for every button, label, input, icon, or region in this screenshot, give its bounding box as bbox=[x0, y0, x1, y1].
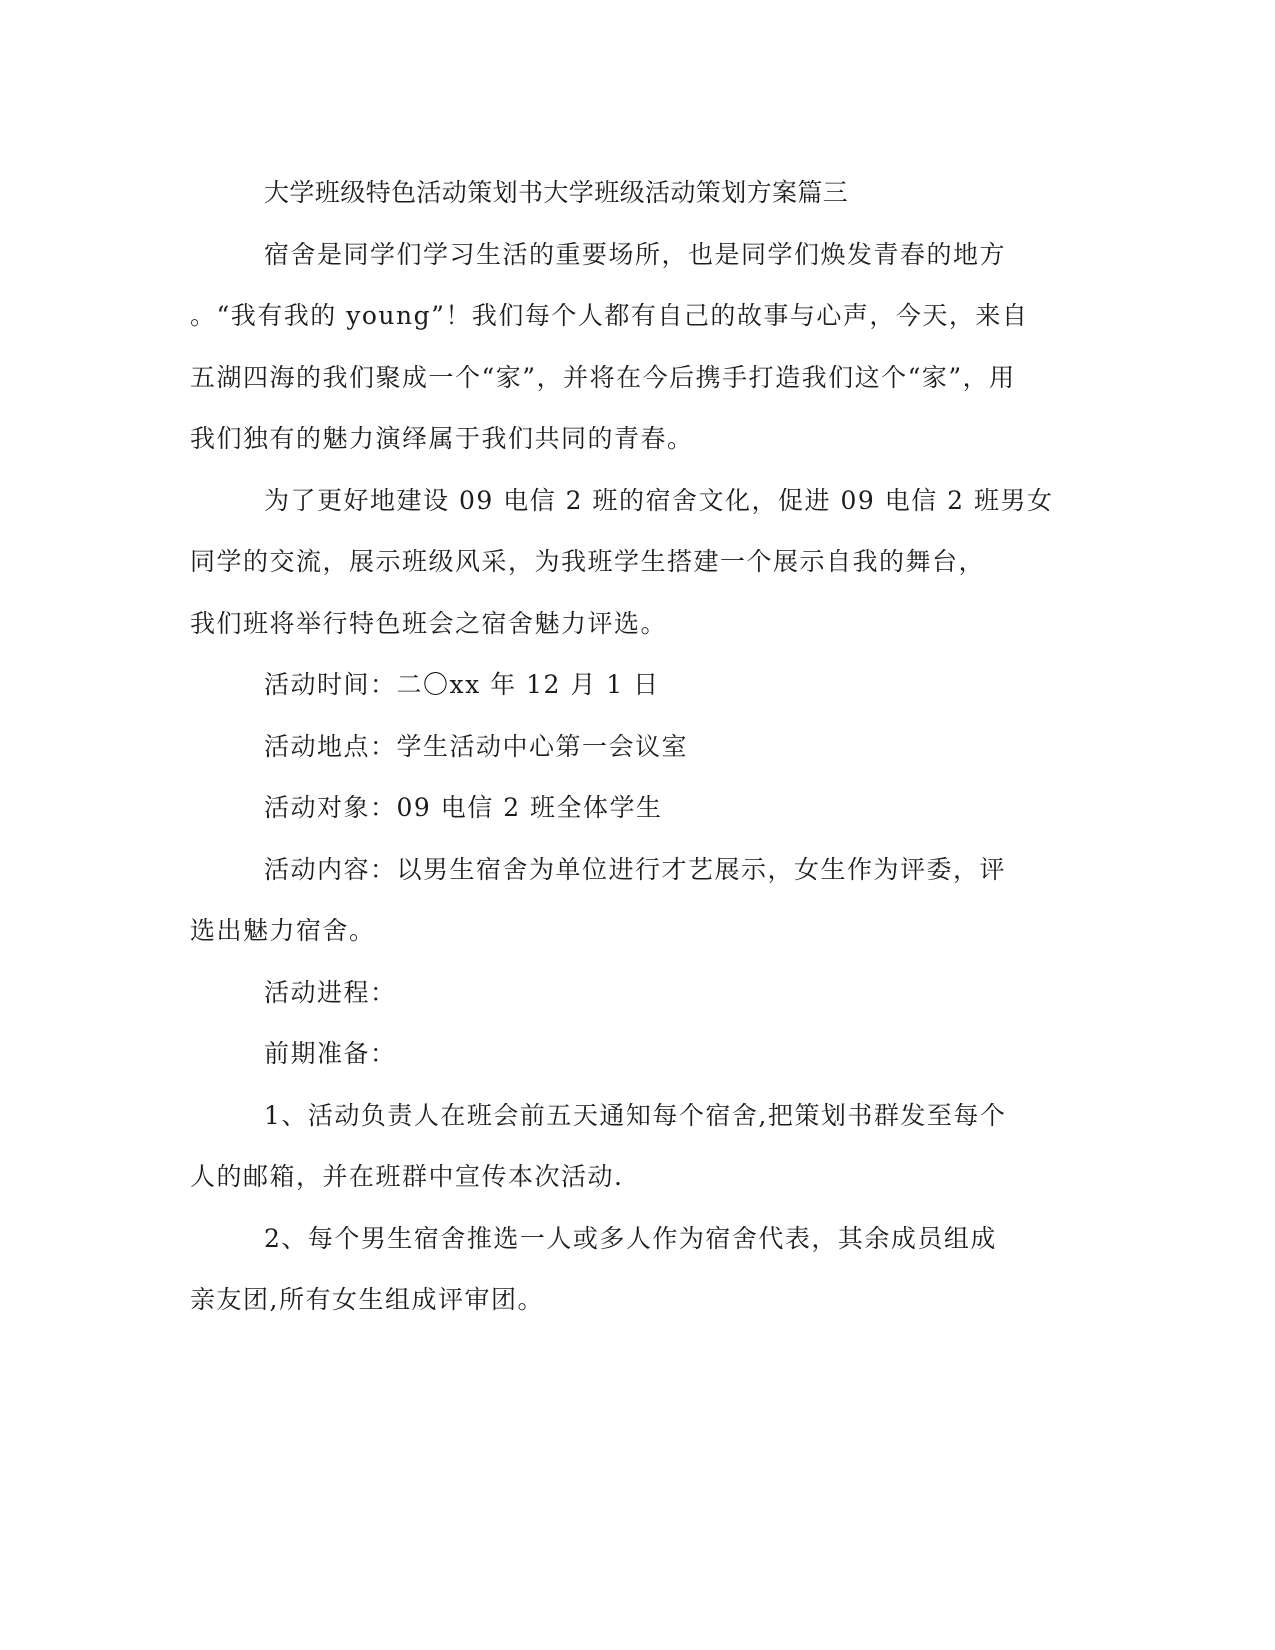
paragraph-line: 活动内容：以男生宿舍为单位进行才艺展示，女生作为评委，评 bbox=[264, 854, 1007, 884]
paragraph-line: 选出魅力宿舍。 bbox=[190, 916, 376, 945]
preparation-step-1 bbox=[190, 1085, 1080, 1208]
paragraph-line: 我们独有的魅力演绎属于我们共同的青春。 bbox=[190, 424, 694, 453]
paragraph-line: 五湖四海的我们聚成一个“家”，并将在今后携手打造我们这个“家”，用 bbox=[190, 362, 1016, 392]
paragraph-purpose bbox=[190, 470, 1080, 655]
paragraph-line: 同学的交流，展示班级风采，为我班学生搭建一个展示自我的舞台， bbox=[190, 547, 986, 576]
paragraph-line: 为了更好地建设 09 电信 2 班的宿舍文化，促进 09 电信 2 班男女 bbox=[264, 485, 1054, 515]
activity-content bbox=[190, 839, 1080, 962]
paragraph-line: 我们班将举行特色班会之宿舍魅力评选。 bbox=[190, 608, 668, 638]
document-title: 大学班级特色活动策划书大学班级活动策划方案篇三 bbox=[264, 178, 849, 207]
paragraph-line: 宿舍是同学们学习生活的重要场所，也是同学们焕发青春的地方 bbox=[264, 239, 1007, 269]
preparation-step-2 bbox=[190, 1208, 1080, 1331]
paragraph-dormitory-intro bbox=[190, 224, 1080, 470]
preparation-heading: 前期准备： bbox=[264, 1039, 397, 1068]
paragraph-line: 1、活动负责人在班会前五天通知每个宿舍,把策划书群发至每个 bbox=[264, 1100, 1007, 1130]
activity-time: 活动时间：二〇xx 年 12 月 1 日 bbox=[264, 670, 660, 699]
activity-location: 活动地点：学生活动中心第一会议室 bbox=[264, 731, 689, 761]
paragraph-line: 亲友团,所有女生组成评审团。 bbox=[190, 1285, 544, 1314]
paragraph-line: 人的邮箱，并在班群中宣传本次活动. bbox=[190, 1162, 624, 1191]
document-body bbox=[190, 162, 1080, 1331]
activity-process-heading: 活动进程： bbox=[264, 977, 397, 1007]
paragraph-line: 。“我有我的 young”！我们每个人都有自己的故事与心声，今天，来自 bbox=[190, 301, 1029, 330]
activity-target: 活动对象：09 电信 2 班全体学生 bbox=[264, 793, 663, 822]
paragraph-line: 2、每个男生宿舍推选一人或多人作为宿舍代表，其余成员组成 bbox=[264, 1223, 997, 1253]
